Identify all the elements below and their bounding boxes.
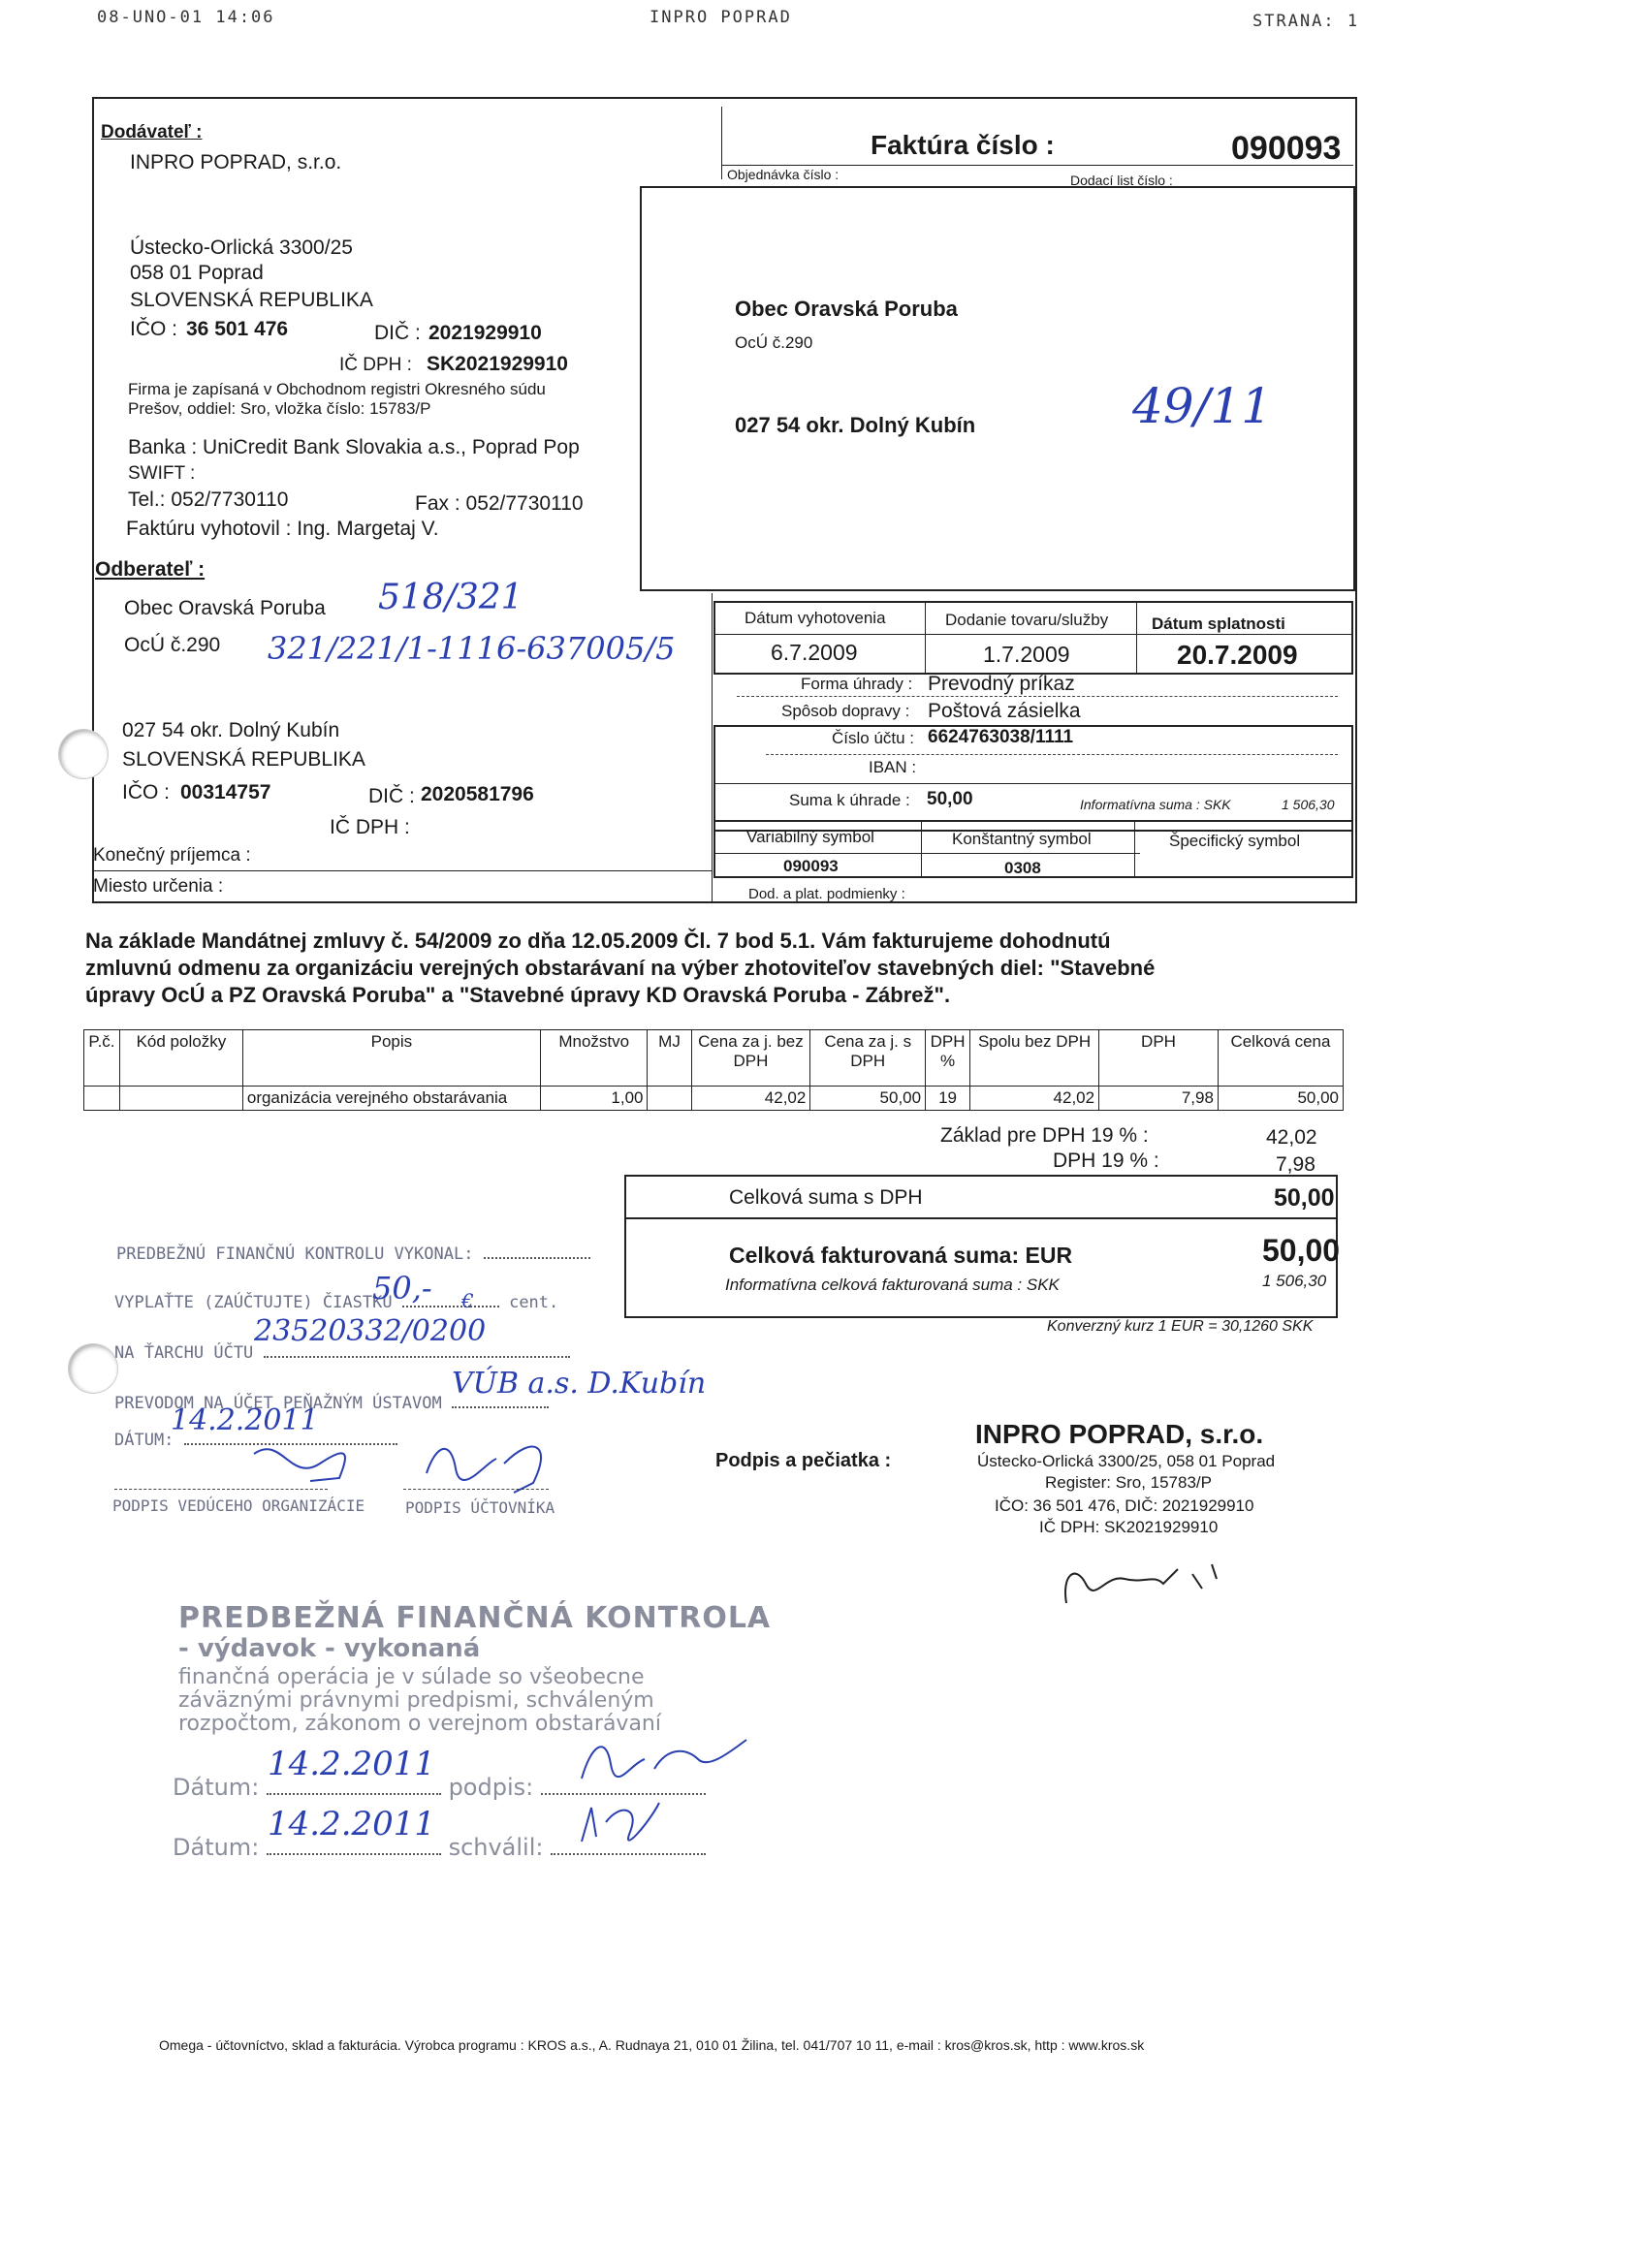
- footer: Omega - účtovníctvo, sklad a fakturácia. Výrobca programu : KROS a.s., A. Rudnaya 21, 010 01 Žilina, tel. 041/707 10 11, e-mail : kros@kros.sk, http : www.kros.sk: [159, 2037, 1145, 2053]
- th-price-net: Cena za j. bez DPH: [691, 1030, 810, 1087]
- control-bank-hand: VÚB a.s. D.Kubín: [452, 1367, 707, 1401]
- cell-total-net: 42,02: [970, 1087, 1099, 1111]
- invoice-number: 090093: [1231, 130, 1342, 167]
- body-text-1: Na základe Mandátnej zmluvy č. 54/2009 zo dňa 12.05.2009 Čl. 7 bod 5.1. Vám fakturujeme dohodnutú: [85, 929, 1111, 953]
- th-quantity: Množstvo: [540, 1030, 648, 1087]
- conditions-label: Dod. a plat. podmienky :: [748, 886, 905, 902]
- supplier-street: Ústecko-Orlická 3300/25: [130, 236, 353, 259]
- cell-code: [119, 1087, 242, 1111]
- delivery-date: 1.7.2009: [983, 642, 1070, 667]
- stamp2-text-2: záväznými právnymi predpismi, schváleným: [178, 1688, 654, 1713]
- body-text-3: úpravy OcÚ a PZ Oravská Poruba" a "Stavebné úpravy KD Oravská Poruba - Zábrež".: [85, 983, 951, 1007]
- stamp2-signature-1: [562, 1725, 756, 1793]
- supplier-fax: Fax : 052/7730110: [415, 492, 584, 515]
- stamp2-date-row-1: Dátum: podpis:: [173, 1774, 706, 1801]
- vat-amount: 7,98: [1276, 1153, 1315, 1176]
- iban-label: IBAN :: [869, 758, 917, 776]
- supplier-tel: Tel.: 052/7730110: [128, 488, 289, 511]
- recipient-address: 027 54 okr. Dolný Kubín: [735, 413, 976, 437]
- th-code: Kód položky: [119, 1030, 242, 1087]
- th-pc: P.č.: [84, 1030, 120, 1087]
- th-vat-percent: DPH %: [926, 1030, 970, 1087]
- vs: 090093: [783, 857, 839, 875]
- stamp-line-2: Register: Sro, 15783/P: [1045, 1473, 1212, 1492]
- stamp2-title: PREDBEŽNÁ FINANČNÁ KONTROLA: [178, 1601, 772, 1635]
- vat-base-label: Základ pre DPH 19 % :: [940, 1124, 1149, 1147]
- buyer-ico-label: IČO :: [122, 781, 171, 803]
- due-date-label: Dátum splatnosti: [1152, 614, 1285, 633]
- info-total: 1 506,30: [1262, 1272, 1327, 1290]
- cell-price-gross: 50,00: [810, 1087, 926, 1111]
- stamp-line-3: IČO: 36 501 476, DIČ: 2021929910: [995, 1496, 1254, 1515]
- th-price-gross: Cena za j. s DPH: [810, 1030, 926, 1087]
- supplier-dic: 2021929910: [428, 322, 542, 344]
- cell-unit: [648, 1087, 691, 1111]
- fax-header-left: 08-UNO-01 14:06: [97, 8, 275, 27]
- info-total-label: Informatívna celková fakturovaná suma : SKK: [725, 1276, 1060, 1294]
- cell-description: organizácia verejného obstarávania: [242, 1087, 540, 1111]
- due-date: 20.7.2009: [1177, 640, 1298, 670]
- supplier-dic-label: DIČ :: [374, 322, 421, 344]
- final-recipient-label: Konečný príjemca :: [93, 845, 251, 866]
- control-line-4: PREVODOM NA ÚČET PEŇAŽNÝM ÚSTAVOM: [114, 1394, 549, 1413]
- supplier-city: 058 01 Poprad: [130, 262, 264, 284]
- punch-hole-top: [58, 729, 109, 779]
- th-total-net: Spolu bez DPH: [970, 1030, 1099, 1087]
- supplier-issued-by: Faktúru vyhotovil : Ing. Margetaj V.: [126, 518, 439, 540]
- destination-label: Miesto určenia :: [93, 876, 224, 897]
- issue-date-label: Dátum vyhotovenia: [745, 609, 886, 627]
- buyer-handwritten-1: 518/321: [378, 578, 523, 617]
- buyer-dic-label: DIČ :: [368, 785, 415, 807]
- conversion-rate: Konverzný kurz 1 EUR = 30,1260 SKK: [1047, 1318, 1314, 1335]
- stamp-company: INPRO POPRAD, s.r.o.: [975, 1419, 1264, 1449]
- control-line-2: VYPLAŤTE (ZAÚČTUJTE) ČIASTKU cent.: [114, 1293, 559, 1312]
- ks-label: Konštantný symbol: [952, 830, 1092, 848]
- stamp2-text-3: rozpočtom, zákonom o verejnom obstarávaní: [178, 1712, 661, 1736]
- cell-quantity: 1,00: [540, 1087, 648, 1111]
- control-amount-hand: 50,-: [372, 1270, 432, 1307]
- vat-base: 42,02: [1266, 1126, 1317, 1149]
- stamp2-text-1: finančná operácia je v súlade so všeobecne: [178, 1665, 645, 1689]
- info-amount: 1 506,30: [1282, 797, 1335, 812]
- supplier-bank: Banka : UniCredit Bank Slovakia a.s., Poprad Pop: [128, 436, 580, 458]
- handwritten-number: 49/11: [1132, 378, 1273, 434]
- supplier-ico: 36 501 476: [186, 318, 289, 340]
- cell-pc: [84, 1087, 120, 1111]
- supplier-name: INPRO POPRAD, s.r.o.: [130, 151, 342, 173]
- supplier-heading: Dodávateľ :: [101, 122, 203, 142]
- buyer-heading: Odberateľ :: [95, 558, 206, 581]
- buyer-icdph-label: IČ DPH :: [330, 816, 410, 838]
- sign-head-label: PODPIS VEDÚCEHO ORGANIZÁCIE: [112, 1496, 365, 1515]
- buyer-handwritten-2: 321/221/1-1116-637005/5: [268, 630, 676, 667]
- supplier-country: SLOVENSKÁ REPUBLIKA: [130, 289, 373, 311]
- invoiced-amount: 50,00: [1262, 1233, 1341, 1268]
- table-row: [84, 1087, 1344, 1111]
- th-total: Celková cena: [1218, 1030, 1343, 1087]
- punch-hole-bottom: [68, 1343, 118, 1394]
- buyer-office: OcÚ č.290: [124, 634, 221, 656]
- th-vat: DPH: [1099, 1030, 1219, 1087]
- stamp-line-1: Ústecko-Orlická 3300/25, 058 01 Poprad: [977, 1452, 1276, 1470]
- buyer-ico: 00314757: [180, 781, 271, 803]
- transport-label: Spôsob dopravy :: [781, 702, 910, 720]
- account-label: Číslo účtu :: [832, 729, 915, 747]
- fax-header-center: INPRO POPRAD: [650, 8, 792, 27]
- signature-label: Podpis a pečiatka :: [715, 1450, 892, 1471]
- recipient-name: Obec Oravská Poruba: [735, 297, 958, 321]
- control-date-hand: 14.2.2011: [171, 1403, 319, 1437]
- account-number: 6624763038/1111: [928, 727, 1074, 747]
- supplier-register-1: Firma je zapísaná v Obchodnom registri Okresného súdu: [128, 380, 546, 398]
- items-table: [83, 1029, 1344, 1111]
- buyer-name: Obec Oravská Poruba: [124, 597, 326, 619]
- control-signatures: [242, 1425, 591, 1502]
- stamp-line-4: IČ DPH: SK2021929910: [1039, 1518, 1219, 1536]
- buyer-country: SLOVENSKÁ REPUBLIKA: [122, 748, 365, 771]
- info-amount-label: Informatívna suma : SKK: [1080, 797, 1231, 812]
- cell-total: 50,00: [1218, 1087, 1343, 1111]
- total-label: Celková suma s DPH: [729, 1186, 923, 1209]
- vs-label: Variabilný symbol: [746, 828, 874, 846]
- invoiced-label: Celková fakturovaná suma: EUR: [729, 1243, 1073, 1268]
- amount-due: 50,00: [927, 789, 973, 809]
- th-description: Popis: [242, 1030, 540, 1087]
- control-amount-unit: €: [461, 1289, 474, 1312]
- control-line-5: DÁTUM:: [114, 1431, 397, 1450]
- control-account-hand: 23520332/0200: [254, 1314, 487, 1348]
- ss-label: Špecifický symbol: [1169, 832, 1301, 850]
- order-number-label: Objednávka číslo :: [727, 167, 840, 182]
- control-line-3: NA ŤARCHU ÚČTU: [114, 1343, 570, 1363]
- company-signature: [1057, 1555, 1251, 1613]
- stamp2-date-2: 14.2.2011: [268, 1805, 436, 1843]
- stamp2-subtitle: - výdavok - vykonaná: [178, 1634, 481, 1663]
- invoice-title: Faktúra číslo :: [871, 130, 1055, 160]
- buyer-dic: 2020581796: [421, 783, 534, 805]
- cell-vat: 7,98: [1099, 1087, 1219, 1111]
- transport: Poštová zásielka: [928, 700, 1081, 722]
- supplier-icdph: SK2021929910: [427, 353, 568, 375]
- supplier-register-2: Prešov, oddiel: Sro, vložka číslo: 15783/P: [128, 399, 431, 418]
- stamp2-signature-2: [572, 1793, 669, 1851]
- payment-form: Prevodný príkaz: [928, 673, 1075, 695]
- payment-form-label: Forma úhrady :: [801, 675, 913, 693]
- body-text-2: zmluvnú odmenu za organizáciu verejných obstarávaní na výber zhotoviteľov stavebných diel: "Stavebné: [85, 956, 1156, 980]
- recipient-office: OcÚ č.290: [735, 333, 813, 352]
- delivery-note-label: Dodací list číslo :: [1070, 173, 1173, 188]
- vat-label: DPH 19 % :: [1053, 1150, 1159, 1172]
- ks: 0308: [1004, 859, 1041, 877]
- th-unit: MJ: [648, 1030, 691, 1087]
- stamp2-date-row-2: Dátum: schválil:: [173, 1834, 706, 1861]
- stamp2-date-1: 14.2.2011: [268, 1745, 436, 1783]
- issue-date: 6.7.2009: [771, 640, 858, 665]
- buyer-address: 027 54 okr. Dolný Kubín: [122, 719, 340, 741]
- delivery-date-label: Dodanie tovaru/služby: [945, 611, 1109, 629]
- supplier-ico-label: IČO :: [130, 318, 178, 340]
- supplier-icdph-label: IČ DPH :: [339, 355, 412, 375]
- total-amount: 50,00: [1274, 1184, 1335, 1212]
- amount-due-label: Suma k úhrade :: [789, 791, 910, 809]
- sign-accountant-label: PODPIS ÚČTOVNÍKA: [405, 1498, 555, 1517]
- cell-vat-percent: 19: [926, 1087, 970, 1111]
- table-header-row: [84, 1030, 1344, 1087]
- control-line-1: PREDBEŽNÚ FINANČNÚ KONTROLU VYKONAL:: [116, 1244, 590, 1264]
- supplier-swift: SWIFT :: [128, 463, 196, 484]
- fax-header-right: STRANA: 1: [1252, 12, 1360, 31]
- cell-price-net: 42,02: [691, 1087, 810, 1111]
